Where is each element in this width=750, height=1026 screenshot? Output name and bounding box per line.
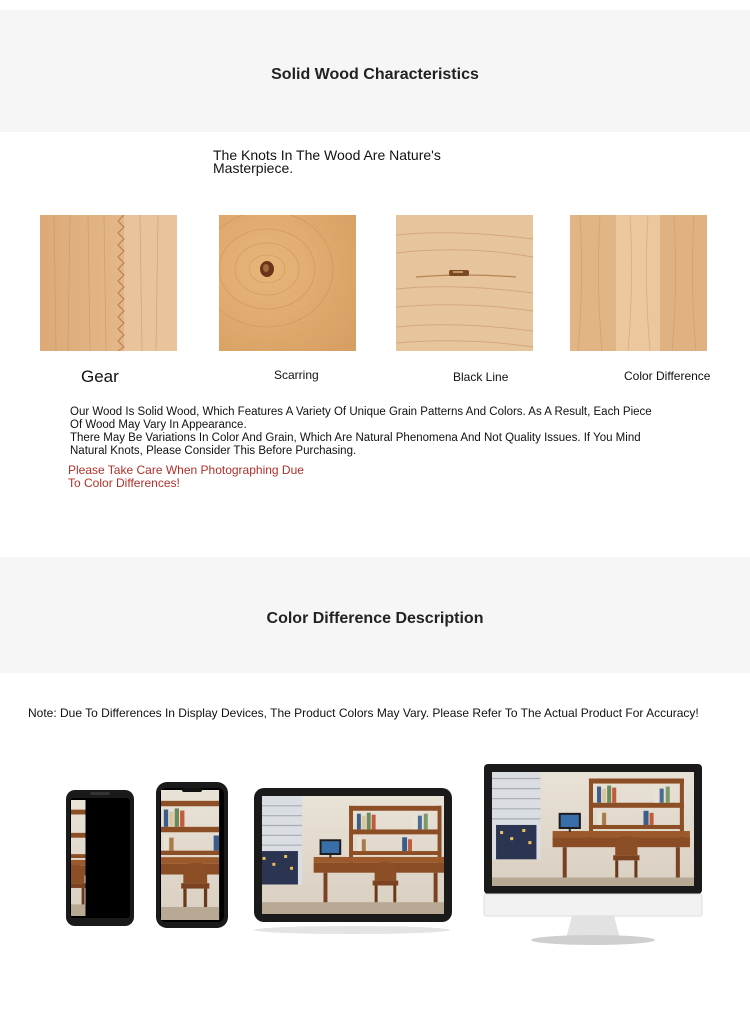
knots-subtitle	[213, 149, 441, 175]
caption-color-difference: Color Difference	[624, 369, 711, 383]
phone-icon	[40, 790, 139, 926]
finger-joint-wood-icon	[40, 215, 177, 351]
caption-scarring: Scarring	[274, 368, 319, 382]
description-line: Our Wood Is Solid Wood, Which Features A Variety Of Unique Grain Patterns And Colors. As A Result, Each Piece	[70, 406, 652, 418]
wood-sample-black-line	[396, 215, 533, 351]
wood-sample-color-difference	[570, 215, 707, 351]
description-line: Of Wood May Vary In Appearance.	[70, 419, 247, 431]
wood-sample-scarring	[219, 215, 356, 351]
subtitle-line-1: The Knots In The Wood Are Nature's	[213, 147, 441, 163]
wood-description	[70, 406, 710, 458]
subtitle-line-2: Masterpiece.	[213, 160, 294, 176]
section-title-wood-characteristics: Solid Wood Characteristics	[271, 66, 479, 83]
tablet-icon	[254, 788, 452, 934]
description-line: There May Be Variations In Color And Grain, Which Are Natural Phenomena And Not Quality Issues. If You Mind	[70, 432, 641, 444]
devices-illustration	[40, 760, 720, 960]
description-line: Natural Knots, Please Consider This Before Purchasing.	[70, 445, 357, 457]
wood-color-variation-icon	[570, 215, 707, 351]
section-header-band	[0, 10, 750, 132]
wood-knot-icon	[219, 215, 356, 351]
photo-color-warning	[68, 464, 304, 490]
warning-line: Please Take Care When Photographing Due	[68, 463, 304, 477]
section-header-band	[0, 557, 750, 673]
section-title-color-difference: Color Difference Description	[266, 610, 484, 627]
wood-crack-line-icon	[396, 215, 533, 351]
caption-gear: Gear	[81, 367, 119, 386]
warning-line: To Color Differences!	[68, 476, 180, 490]
wood-sample-gear	[40, 215, 177, 351]
caption-black-line: Black Line	[453, 370, 509, 384]
monitor-icon	[484, 764, 702, 945]
display-devices-note: Note: Due To Differences In Display Devices, The Product Colors May Vary. Please Refer To The Actual Product For Accuracy!	[28, 706, 699, 720]
